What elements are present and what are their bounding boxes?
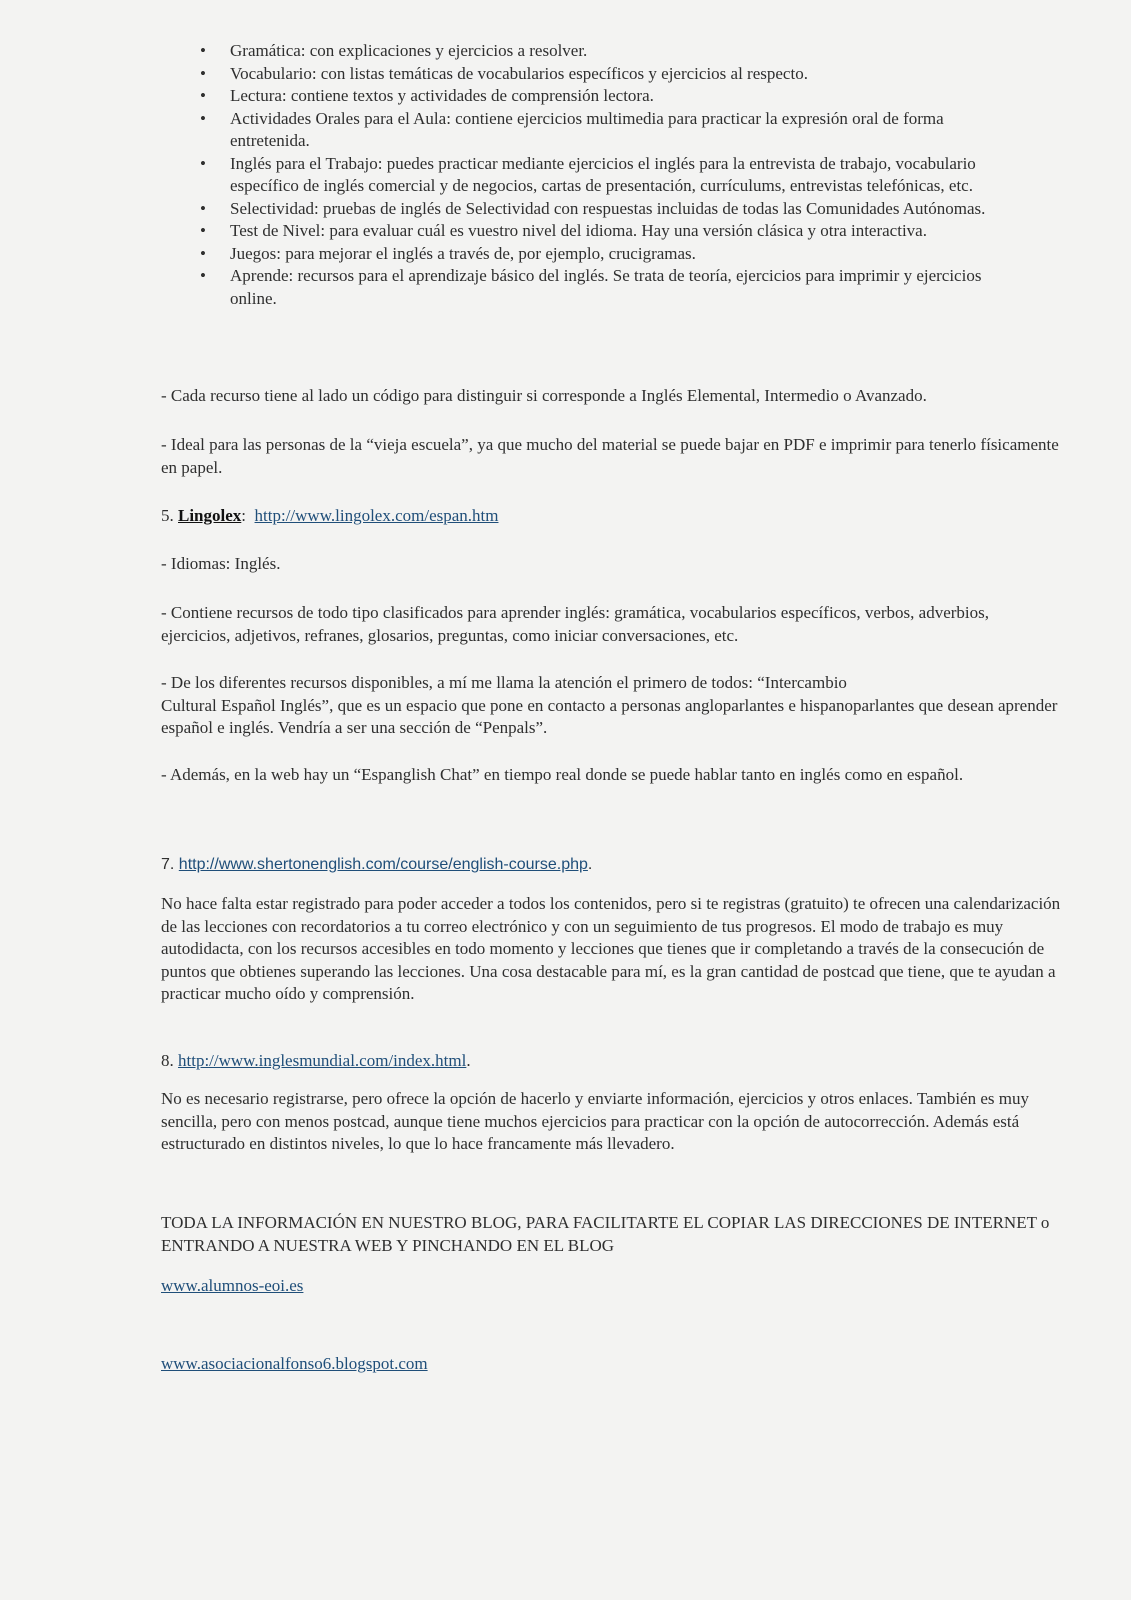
bullet-icon: • <box>200 108 206 128</box>
lingolex-chat: - Además, en la web hay un “Espanglish Chat” en tiempo real donde se puede hablar tanto en inglés como en español. <box>161 765 964 784</box>
list-item: • Juegos: para mejorar el inglés a través de, por ejemplo, crucigramas. <box>0 243 1131 266</box>
item-number: 7. <box>161 856 175 873</box>
alumnos-eoi-link[interactable]: www.alumnos-eoi.es <box>161 1276 304 1295</box>
bullet-icon: • <box>200 221 206 240</box>
list-item: • Selectividad: pruebas de inglés de Selectividad con respuestas incluidas de todas las Comunidades Autónomas. <box>0 198 1131 221</box>
lingolex-title: Lingolex <box>178 506 242 525</box>
footer-link-alumnos <box>161 1275 1061 1298</box>
item-number: 8. <box>161 1051 174 1070</box>
footer-notice: TODA LA INFORMACIÓN EN NUESTRO BLOG, PARA FACILITARTE EL COPIAR LAS DIRECCIONES DE INTERNET o ENTRANDO A NUESTRA WEB Y PINCHANDO EN EL BLOG <box>161 1213 1050 1255</box>
inglesmundial-link[interactable]: http://www.inglesmundial.com/index.html <box>178 1051 467 1070</box>
note-codigo: - Cada recurso tiene al lado un código para distinguir si corresponde a Inglés Elemental, Intermedio o Avanzado. <box>161 386 927 405</box>
lingolex-heading: 5. Lingolex: http://www.lingolex.com/espan.htm <box>161 506 499 525</box>
inglesmundial-heading: 8. http://www.inglesmundial.com/index.html. <box>161 1051 471 1070</box>
note-vieja-escuela: - Ideal para las personas de la “vieja escuela”, ya que mucho del material se puede bajar en PDF e imprimir para tenerlo físicamente en papel. <box>161 435 1059 477</box>
lingolex-recursos: - Contiene recursos de todo tipo clasificados para aprender inglés: gramática, vocabularios específicos, verbos, adverbios, ejercicios, adjetivos, refranes, glosarios, preguntas, como iniciar conversaciones, etc. <box>161 603 989 645</box>
sherton-link[interactable]: http://www.shertonenglish.com/course/english-course.php <box>178 856 588 873</box>
list-item: • Gramática: con explicaciones y ejercicios a resolver. <box>0 40 1131 63</box>
lingolex-link[interactable]: http://www.lingolex.com/espan.htm <box>254 506 499 525</box>
lingolex-idiomas: - Idiomas: Inglés. <box>161 554 281 573</box>
blog-link[interactable]: www.asociacionalfonso6.blogspot.com <box>161 1354 428 1373</box>
bullet-icon: • <box>200 63 206 83</box>
list-item: • Actividades Orales para el Aula: contiene ejercicios multimedia para practicar la expresión oral de forma entretenida. <box>200 108 944 150</box>
bullet-icon: • <box>200 198 206 218</box>
footer-link-blog <box>161 1353 1061 1376</box>
bullet-icon: • <box>200 86 206 105</box>
bullet-icon: • <box>200 41 206 60</box>
resource-bullet-list <box>0 40 1131 310</box>
bullet-icon: • <box>200 266 206 285</box>
bullet-icon: • <box>200 243 206 263</box>
bullet-icon: • <box>200 153 206 173</box>
sherton-heading: 7. http://www.shertonenglish.com/course/english-course.php. <box>161 856 593 873</box>
lingolex-intercambio: - De los diferentes recursos disponibles, a mí me llama la atención el primero de todos: “Intercambio Cultural Español Inglés”, que es un espacio que pone en contacto a personas angloparlantes e hispanoparlantes que desean aprender español e inglés. Vendría a ser una sección de “Penpals”. <box>161 673 1058 737</box>
sherton-description: No hace falta estar registrado para poder acceder a todos los contenidos, pero si te registras (gratuito) te ofrecen una calendarización de las lecciones con recordatorios a tu correo electrónico y con un seguimiento de tus progresos. El modo de trabajo es muy autodidacta, con los recursos accesibles en todo momento y lecciones que tienes que ir completando a través de la consecución de puntos que obtienes superando las lecciones. Una cosa destacable para mí, es la gran cantidad de postcad que tiene, que te ayudan a practicar mucho oído y comprensión. <box>161 894 1061 1003</box>
list-item: • Vocabulario: con listas temáticas de vocabularios específicos y ejercicios al respecto. <box>0 63 1131 86</box>
inglesmundial-description: No es necesario registrarse, pero ofrece la opción de hacerlo y enviarte información, ejercicios y otros enlaces. También es muy sencilla, pero con menos postcad, aunque tiene muchos ejercicios para practicar con la opción de autocorrección. Además está estructurado en distintos niveles, lo que lo hace francamente más llevadero. <box>161 1089 1029 1153</box>
list-item: • Test de Nivel: para evaluar cuál es vuestro nivel del idioma. Hay una versión clásica y otra interactiva. <box>0 220 1131 243</box>
list-item: • Inglés para el Trabajo: puedes practicar mediante ejercicios el inglés para la entrevista de trabajo, vocabulario específico de inglés comercial y de negocios, cartas de presentación, currículums, entrevistas telefónicas, etc. <box>200 153 976 195</box>
item-number: 5. <box>161 506 174 525</box>
list-item: • Lectura: contiene textos y actividades de comprensión lectora. <box>0 85 1131 108</box>
list-item: • Aprende: recursos para el aprendizaje básico del inglés. Se trata de teoría, ejercicios para imprimir y ejercicios online. <box>200 266 982 308</box>
